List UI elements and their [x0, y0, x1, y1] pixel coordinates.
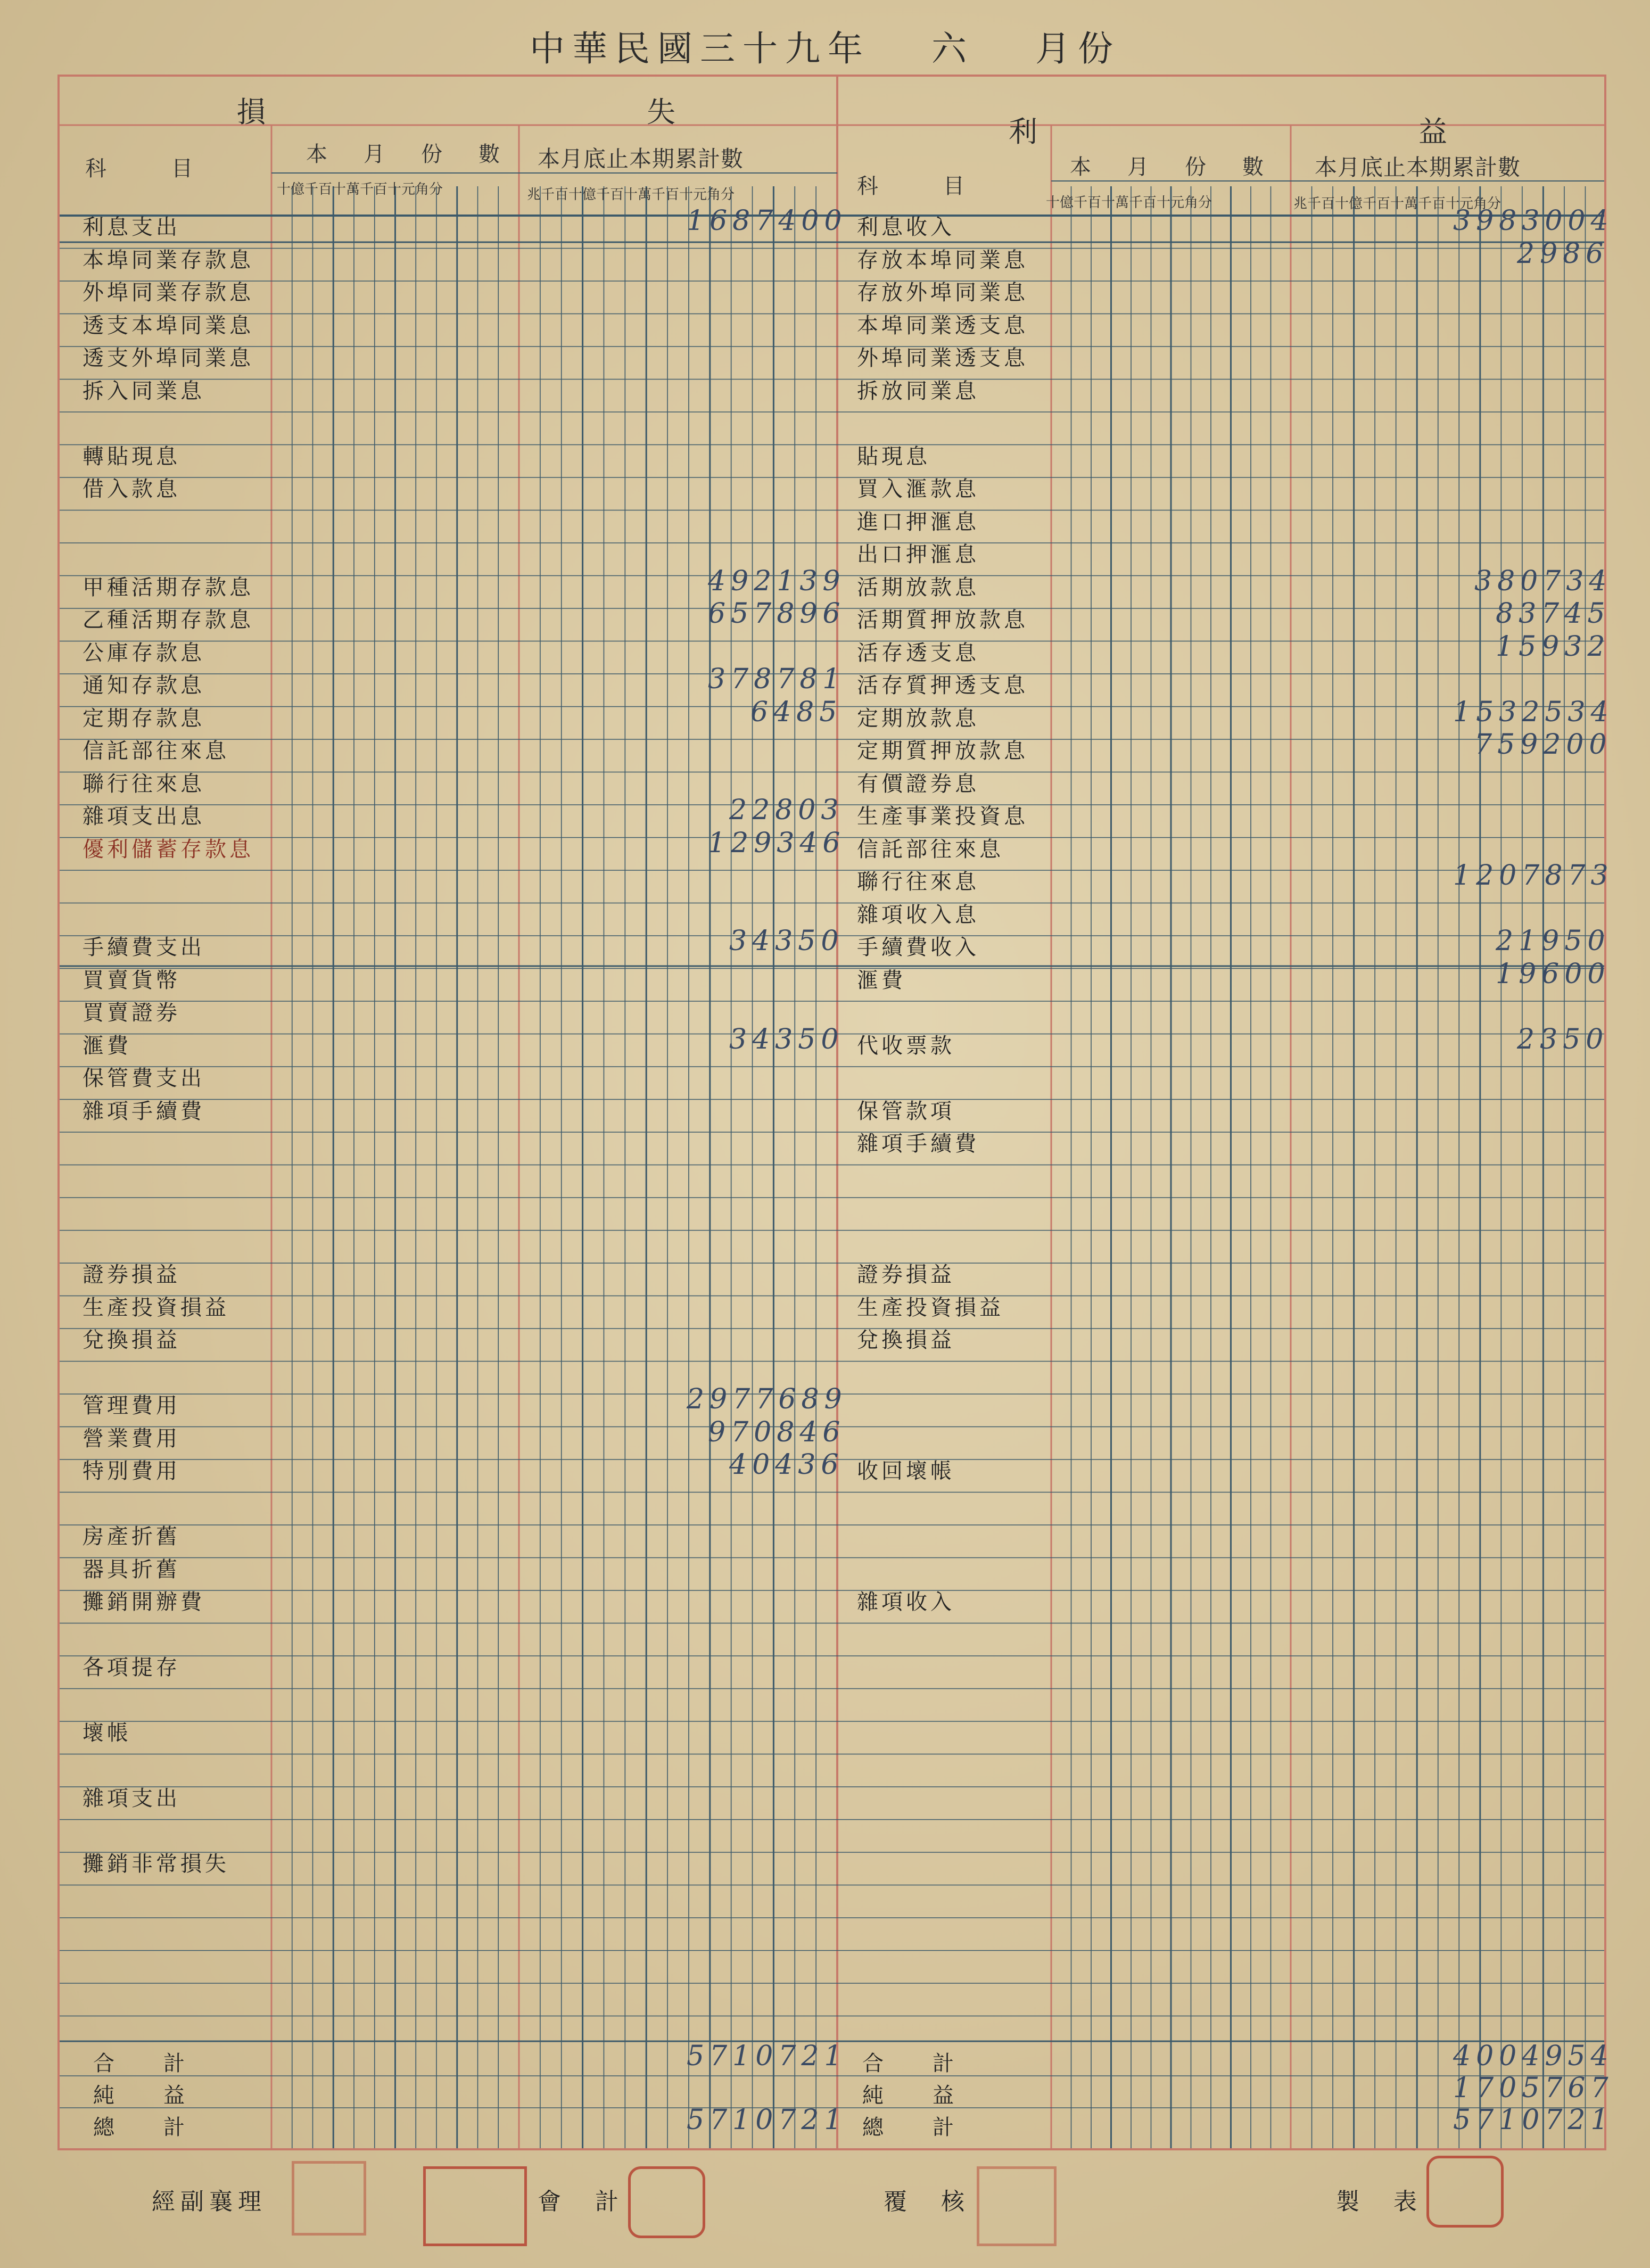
loss-item-label: 特別費用 — [82, 1459, 180, 1483]
header-loss-left: 損 — [237, 95, 266, 129]
loss-item-label: 通知存款息 — [82, 673, 205, 698]
loss-total-label: 純 益 — [93, 2083, 187, 2108]
footer-accounting: 會 計 — [538, 2188, 624, 2215]
footer-manager: 經副襄理 — [152, 2188, 267, 2215]
profit-item-label: 聯行往來息 — [857, 870, 979, 894]
profit-item-label: 貼現息 — [857, 444, 930, 469]
loss-item-value: 492139 — [708, 565, 846, 597]
header-monthly-left: 本 月 份 數 — [306, 142, 507, 167]
loss-item-label: 證券損益 — [82, 1263, 180, 1287]
profit-total-value: 1705767 — [1453, 2072, 1614, 2104]
profit-item-value: 19600 — [1496, 958, 1611, 990]
loss-item-label: 壞帳 — [82, 1721, 131, 1745]
loss-item-label: 透支本埠同業息 — [82, 313, 254, 338]
loss-item-label: 透支外埠同業息 — [82, 346, 254, 370]
profit-item-value: 759200 — [1474, 729, 1612, 761]
loss-item-label: 信託部往來息 — [82, 739, 229, 763]
profit-item-label: 活期質押放款息 — [857, 608, 1028, 632]
profit-item-value: 83745 — [1496, 598, 1611, 630]
header-cumulative-right: 本月底止本期累計數 — [1315, 154, 1521, 180]
loss-item-label: 利息支出 — [82, 215, 180, 240]
loss-item-label: 聯行往來息 — [82, 771, 205, 796]
loss-item-label: 手續費支出 — [82, 935, 205, 960]
profit-item-label: 雜項收入息 — [857, 902, 979, 927]
profit-item-value: 2350 — [1517, 1023, 1609, 1055]
loss-item-label: 乙種活期存款息 — [82, 608, 254, 632]
profit-item-label: 活存質押透支息 — [857, 673, 1028, 698]
profit-total-value: 5710721 — [1453, 2104, 1614, 2136]
profit-item-label: 代收票款 — [857, 1033, 955, 1058]
seal-stamp — [292, 2161, 366, 2236]
profit-item-value: 1207873 — [1453, 860, 1614, 892]
loss-item-value: 34350 — [729, 925, 844, 957]
footer-preparer: 製 表 — [1336, 2188, 1422, 2215]
title-month: 六 — [931, 28, 974, 69]
profit-item-value: 21950 — [1496, 925, 1611, 957]
title-year: 中華民國三十九年 — [530, 28, 871, 69]
loss-item-label: 買賣貨幣 — [82, 968, 180, 993]
profit-item-label: 證券損益 — [857, 1263, 955, 1287]
units-monthly-right: 十億千百十萬千百十元角分 — [1046, 195, 1212, 211]
loss-item-value: 1687400 — [687, 205, 847, 237]
loss-item-label: 轉貼現息 — [82, 444, 180, 469]
loss-item-label: 管理費用 — [82, 1393, 180, 1418]
seal-stamp — [628, 2166, 705, 2238]
loss-item-label: 器具折舊 — [82, 1557, 180, 1582]
profit-item-label: 滙費 — [857, 968, 906, 993]
seal-stamp — [1426, 2156, 1504, 2228]
loss-item-label: 營業費用 — [82, 1426, 180, 1451]
loss-item-label: 本埠同業存款息 — [82, 248, 254, 273]
seal-stamp — [423, 2166, 527, 2246]
loss-item-label: 雜項手續費 — [82, 1099, 205, 1124]
loss-item-label: 外埠同業存款息 — [82, 281, 254, 305]
profit-item-label: 出口押滙息 — [857, 542, 979, 567]
loss-total-label: 合 計 — [93, 2051, 187, 2076]
profit-item-label: 拆放同業息 — [857, 378, 979, 403]
profit-item-label: 利息收入 — [857, 215, 955, 240]
profit-item-label: 有價證券息 — [857, 771, 979, 796]
loss-item-label: 攤銷開辦費 — [82, 1590, 205, 1614]
ledger-frame — [57, 75, 1609, 2150]
loss-item-label: 滙費 — [82, 1033, 131, 1058]
profit-item-label: 活期放款息 — [857, 575, 979, 600]
loss-item-label: 房產折舊 — [82, 1524, 180, 1549]
loss-item-label: 拆入同業息 — [82, 378, 205, 403]
loss-item-value: 34350 — [729, 1023, 844, 1055]
loss-item-label: 公庫存款息 — [82, 640, 205, 665]
loss-total-label: 總 計 — [93, 2115, 187, 2140]
loss-total-value: 5710721 — [687, 2040, 847, 2072]
units-cumulative-right: 兆千百十億千百十萬千百十元角分 — [1293, 196, 1502, 212]
profit-item-value: 1532534 — [1453, 696, 1614, 728]
header-profit-right: 益 — [1418, 115, 1447, 149]
profit-item-label: 手續費收入 — [857, 935, 979, 960]
profit-item-label: 雜項手續費 — [857, 1132, 979, 1156]
footer-review: 覆 核 — [884, 2188, 970, 2215]
profit-item-label: 進口押滙息 — [857, 509, 979, 534]
loss-item-label: 雜項支出息 — [82, 804, 205, 829]
loss-item-label: 攤銷非常損失 — [82, 1852, 229, 1876]
loss-item-value: 970846 — [708, 1416, 846, 1448]
profit-item-label: 生產事業投資息 — [857, 804, 1028, 829]
loss-item-label: 各項提存 — [82, 1655, 180, 1680]
profit-item-label: 買入滙款息 — [857, 477, 979, 501]
title-suffix: 月份 — [1035, 28, 1120, 69]
loss-item-value: 657896 — [708, 598, 846, 630]
loss-item-value: 2977689 — [687, 1383, 847, 1415]
loss-total-value: 5710721 — [687, 2104, 847, 2136]
profit-item-value: 15932 — [1496, 630, 1611, 663]
profit-item-label: 保管款項 — [857, 1099, 955, 1124]
profit-item-label: 兌換損益 — [857, 1328, 955, 1352]
profit-item-label: 存放外埠同業息 — [857, 281, 1028, 305]
profit-item-value: 2986 — [1517, 237, 1609, 270]
header-cumulative-left: 本月底止本期累計數 — [538, 146, 744, 172]
loss-item-label: 定期存款息 — [82, 706, 205, 731]
profit-item-label: 外埠同業透支息 — [857, 346, 1028, 370]
loss-item-label: 兌換損益 — [82, 1328, 180, 1352]
profit-item-value: 3983004 — [1453, 205, 1614, 237]
units-cumulative-left: 兆千百十億千百十萬千百十元角分 — [527, 187, 735, 203]
header-profit-left: 利 — [1009, 115, 1037, 149]
header-monthly-right: 本 月 份 數 — [1070, 155, 1271, 179]
header-subject-left: 科 目 — [85, 156, 200, 181]
loss-item-value: 129346 — [708, 827, 846, 859]
profit-item-label: 存放本埠同業息 — [857, 248, 1028, 273]
profit-total-label: 總 計 — [862, 2115, 956, 2140]
loss-item-label: 雜項支出 — [82, 1786, 180, 1811]
profit-item-label: 雜項收入 — [857, 1590, 955, 1614]
profit-item-label: 活存透支息 — [857, 640, 979, 665]
profit-total-value: 4004954 — [1453, 2040, 1614, 2072]
loss-item-value: 378781 — [708, 663, 846, 695]
profit-item-label: 收回壞帳 — [857, 1459, 955, 1483]
profit-item-value: 380734 — [1474, 565, 1612, 597]
profit-item-label: 定期質押放款息 — [857, 739, 1028, 763]
loss-item-label: 借入款息 — [82, 477, 180, 501]
profit-total-label: 合 計 — [862, 2051, 956, 2076]
profit-item-label: 生產投資損益 — [857, 1295, 1004, 1320]
loss-item-label: 買賣證券 — [82, 1001, 180, 1025]
seal-stamp — [977, 2166, 1057, 2246]
loss-item-label: 生產投資損益 — [82, 1295, 229, 1320]
header-subject-right: 科 目 — [857, 174, 972, 199]
loss-item-value: 22803 — [729, 794, 844, 826]
loss-item-value: 40436 — [729, 1449, 844, 1481]
loss-item-label: 保管費支出 — [82, 1066, 205, 1091]
loss-item-value: 6485 — [750, 696, 843, 728]
profit-item-label: 信託部往來息 — [857, 837, 1004, 862]
profit-total-label: 純 益 — [862, 2083, 956, 2108]
profit-item-label: 本埠同業透支息 — [857, 313, 1028, 338]
header-loss-right: 失 — [647, 95, 675, 129]
loss-item-label: 甲種活期存款息 — [82, 575, 254, 600]
profit-item-label: 定期放款息 — [857, 706, 979, 731]
loss-item-label: 優利儲蓄存款息 — [82, 837, 254, 862]
units-monthly-left: 十億千百十萬千百十元角分 — [277, 182, 443, 197]
